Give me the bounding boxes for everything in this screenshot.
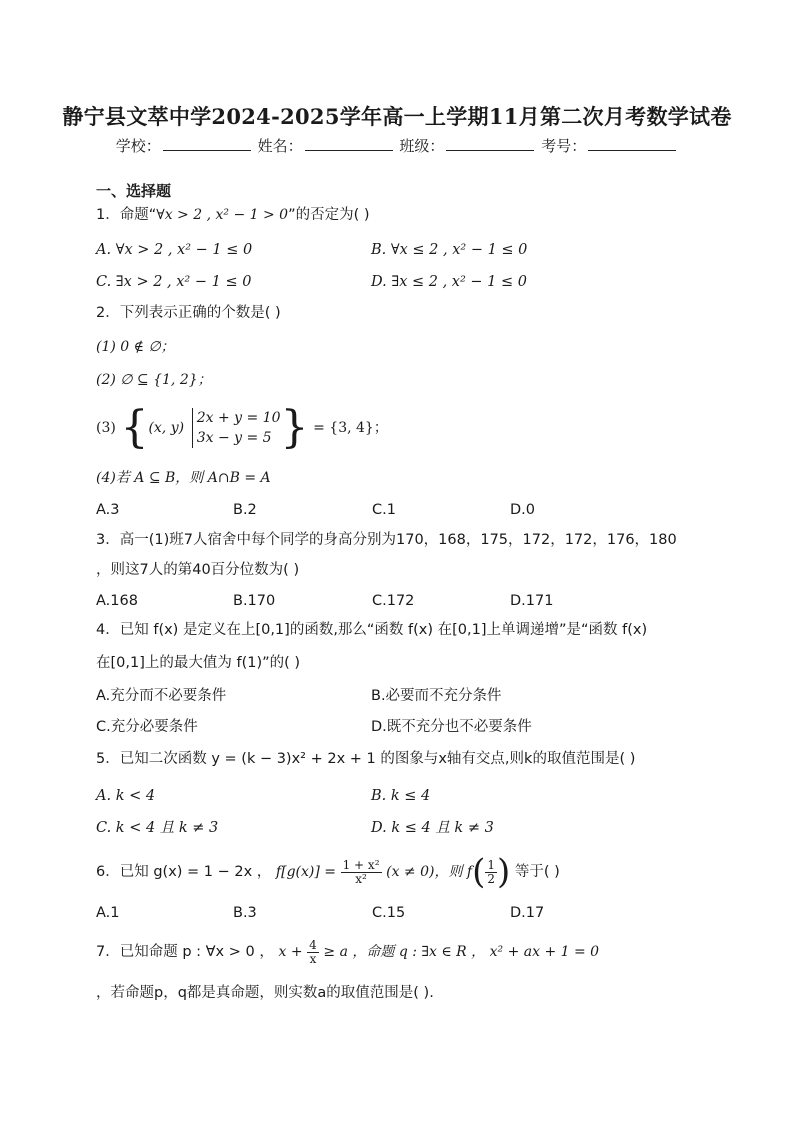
question-2-option-c[interactable]: C.1	[372, 502, 396, 518]
question-6-option-b[interactable]: B.3	[233, 905, 257, 921]
question-3-option-a[interactable]: A.168	[96, 593, 138, 609]
question-3-option-d[interactable]: D.171	[510, 593, 554, 609]
question-1-text-b: ”的否定为( )	[288, 207, 370, 223]
left-brace: {	[120, 402, 149, 453]
question-1-text-a: 1．命题“	[96, 207, 157, 223]
section-title: 一、选择题	[96, 182, 172, 200]
question-7-fraction	[307, 939, 319, 966]
name-field[interactable]	[305, 138, 393, 151]
name-label: 姓名：	[257, 137, 303, 155]
question-7-text-a: 7．已知命题 p : ∀x > 0 ，	[96, 944, 274, 960]
question-2-item-2: (2) ∅ ⊆ {1, 2}；	[96, 372, 212, 388]
question-6-text-b: f[g(x)] =	[275, 864, 336, 880]
left-paren: (	[472, 852, 486, 892]
number-field[interactable]	[588, 138, 676, 151]
question-4-option-b[interactable]: B.必要而不充分条件	[371, 688, 502, 704]
question-7-text-b: x +	[278, 944, 303, 960]
question-5-option-d[interactable]: D. k ≤ 4 且 k ≠ 3	[371, 820, 494, 836]
question-6-option-d[interactable]: D.17	[510, 905, 545, 921]
student-info-row	[0, 135, 794, 156]
fraction-numerator: 4	[309, 937, 317, 952]
question-3-option-b[interactable]: B.170	[233, 593, 276, 609]
question-6-fraction	[341, 859, 382, 886]
question-3-stem-line-2: ，则这7人的第40百分位数为( )	[96, 562, 300, 578]
question-2-option-d[interactable]: D.0	[510, 502, 535, 518]
question-6-option-a[interactable]: A.1	[96, 905, 120, 921]
question-6-option-c[interactable]: C.15	[372, 905, 406, 921]
equation-system	[192, 408, 281, 448]
question-1-option-a[interactable]: A. ∀x > 2 , x² − 1 ≤ 0	[96, 242, 253, 258]
half-numerator: 1	[487, 857, 496, 872]
question-1-math: ∀x > 2 , x² − 1 > 0	[156, 207, 289, 223]
school-label: 学校：	[115, 137, 161, 155]
question-5-option-c[interactable]: C. k < 4 且 k ≠ 3	[96, 820, 219, 836]
question-2-stem: 2．下列表示正确的个数是( )	[96, 305, 281, 321]
question-4-option-a[interactable]: A.充分而不必要条件	[96, 688, 227, 704]
half-denominator: 2	[487, 871, 496, 886]
question-3-stem-line-1: 3．高一(1)班7人宿舍中每个同学的身高分别为170，168，175，172，172，176，180	[96, 532, 677, 548]
equation-2: 3x − y = 5	[196, 430, 272, 446]
question-2-item-3	[96, 404, 388, 452]
question-5-option-a[interactable]: A. k < 4	[96, 788, 156, 804]
question-6-text-c: (x ≠ 0)，则 f	[386, 864, 473, 880]
question-1-option-d[interactable]: D. ∃x ≤ 2 , x² − 1 ≤ 0	[371, 274, 527, 290]
question-4-stem-line-1: 4．已知 f(x) 是定义在上[0,1]的函数,那么“函数 f(x) 在[0,1]上单调递增”是“函数 f(x)	[96, 622, 648, 638]
right-brace: }	[280, 402, 309, 453]
question-7-stem-line-2: ，若命题p，q都是真命题，则实数a的取值范围是( ).	[96, 985, 434, 1001]
question-7-stem-line-1	[96, 934, 599, 970]
page-title: 静宁县文萃中学2024-2025学年高一上学期11月第二次月考数学试卷	[62, 104, 732, 129]
fraction-numerator: 1 + x²	[342, 857, 380, 872]
question-4-option-d[interactable]: D.既不充分也不必要条件	[371, 719, 532, 735]
question-6-stem	[96, 852, 560, 892]
question-2-option-b[interactable]: B.2	[233, 502, 257, 518]
question-2-option-a[interactable]: A.3	[96, 502, 120, 518]
question-6-text-d: 等于( )	[514, 864, 560, 880]
question-6-half	[485, 859, 497, 886]
right-paren: )	[497, 852, 511, 892]
equation-1: 2x + y = 10	[196, 410, 281, 426]
number-label: 考号：	[541, 137, 587, 155]
question-4-option-c[interactable]: C.充分必要条件	[96, 719, 198, 735]
question-1-option-c[interactable]: C. ∃x > 2 , x² − 1 ≤ 0	[96, 274, 252, 290]
question-1-option-b[interactable]: B. ∀x ≤ 2 , x² − 1 ≤ 0	[371, 242, 528, 258]
question-3-option-c[interactable]: C.172	[372, 593, 415, 609]
school-field[interactable]	[163, 138, 251, 151]
question-2-item-4: (4)若 A ⊆ B，则 A∩B = A	[96, 470, 271, 486]
question-2-item-1: (1) 0 ∉ ∅；	[96, 339, 175, 355]
question-2-item-3-prefix: (3)	[96, 420, 116, 436]
question-5-option-b[interactable]: B. k ≤ 4	[371, 788, 431, 804]
question-4-stem-line-2: 在[0,1]上的最大值为 f(1)”的( )	[96, 655, 301, 671]
fraction-denominator: x²	[355, 871, 367, 886]
class-label: 班级：	[399, 137, 445, 155]
question-6-text-a: 6．已知 g(x) = 1 − 2x ，	[96, 864, 272, 880]
question-2-item-3-result: = {3, 4}；	[313, 420, 388, 436]
question-1-stem	[96, 205, 370, 225]
question-2-item-3-set: (x, y)	[148, 420, 185, 436]
fraction-denominator: x	[309, 951, 317, 966]
question-7-text-c: ≥ a ，命题 q : ∃x ∈ R ， x² + ax + 1 = 0	[323, 944, 600, 960]
class-field[interactable]	[446, 138, 534, 151]
question-5-stem: 5．已知二次函数 y = (k − 3)x² + 2x + 1 的图象与x轴有交点,则k的取值范围是( )	[96, 751, 636, 767]
